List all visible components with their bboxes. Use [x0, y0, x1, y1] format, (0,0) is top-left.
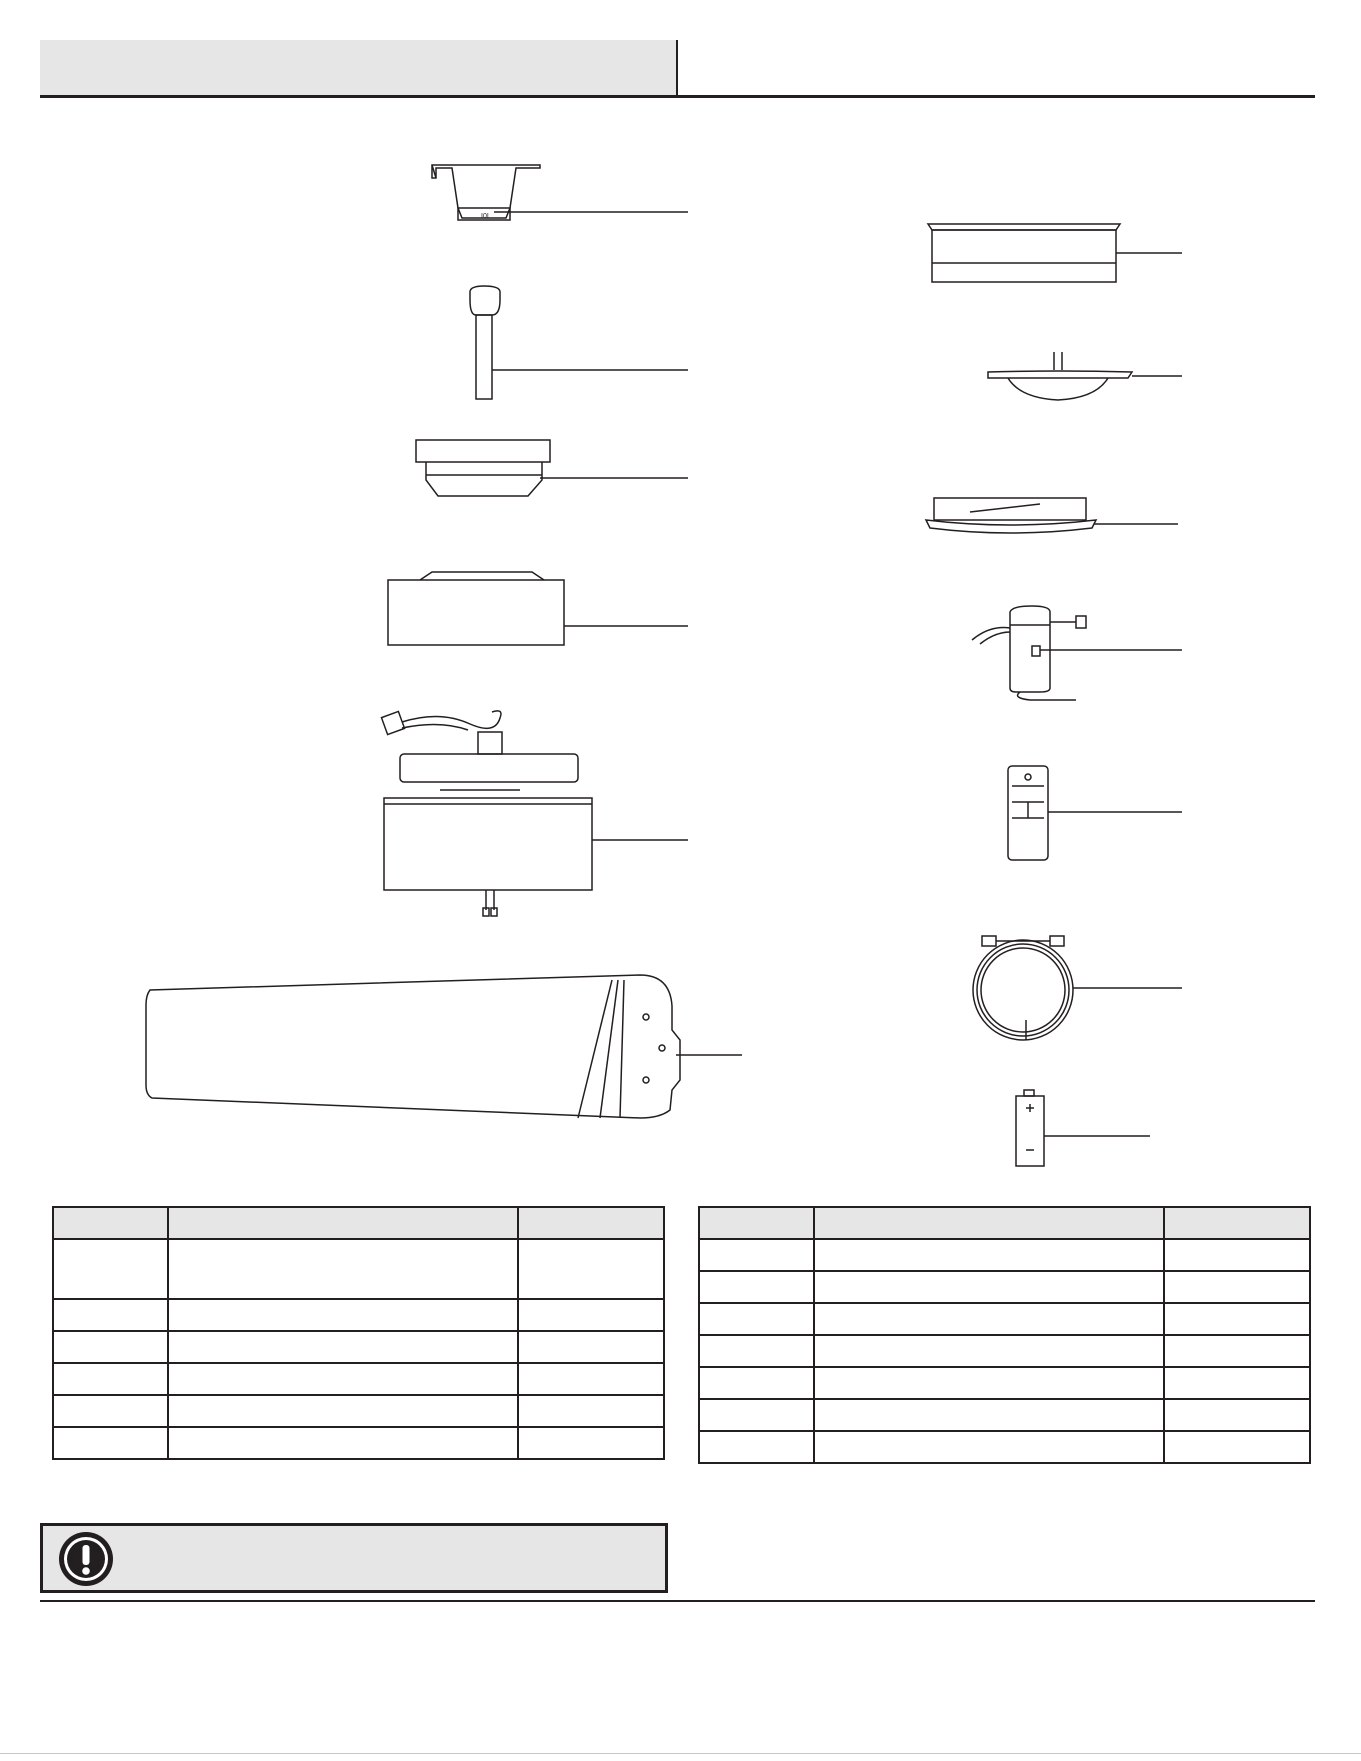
table-row — [53, 1239, 664, 1299]
table-row — [699, 1335, 1310, 1367]
downrod-drawing — [470, 286, 688, 399]
receiver-drawing — [972, 606, 1182, 700]
table-row — [699, 1367, 1310, 1399]
table-row — [699, 1239, 1310, 1271]
table-row — [699, 1399, 1310, 1431]
table-row — [53, 1299, 664, 1331]
table-row — [699, 1303, 1310, 1335]
upper-canopy-drawing — [416, 440, 688, 496]
svg-text:I0I: I0I — [481, 213, 489, 220]
light-kit-housing-drawing — [928, 224, 1182, 282]
fan-blade-drawing — [146, 975, 742, 1118]
table-row — [53, 1331, 664, 1363]
footer-rule — [40, 1600, 1315, 1602]
table-row — [699, 1271, 1310, 1303]
table-row — [53, 1395, 664, 1427]
battery-drawing — [1016, 1090, 1150, 1166]
table-row — [53, 1363, 664, 1395]
light-cover-drawing — [926, 498, 1178, 533]
mounting-bracket-drawing — [432, 165, 688, 220]
parts-table-right — [698, 1206, 1311, 1464]
table-header-row — [53, 1207, 664, 1239]
light-fitter-plate-drawing — [988, 352, 1182, 400]
exclamation-icon — [57, 1530, 115, 1588]
remote-control-drawing — [1008, 766, 1182, 860]
wire-harness-drawing — [973, 936, 1182, 1040]
table-row — [699, 1431, 1310, 1463]
lower-canopy-drawing — [388, 572, 688, 645]
parts-table-left — [52, 1206, 665, 1460]
page-bottom-rule — [0, 1753, 1361, 1754]
motor-assembly-drawing — [381, 711, 688, 916]
notice-box — [40, 1523, 668, 1593]
table-row — [53, 1427, 664, 1459]
table-header-row — [699, 1207, 1310, 1239]
